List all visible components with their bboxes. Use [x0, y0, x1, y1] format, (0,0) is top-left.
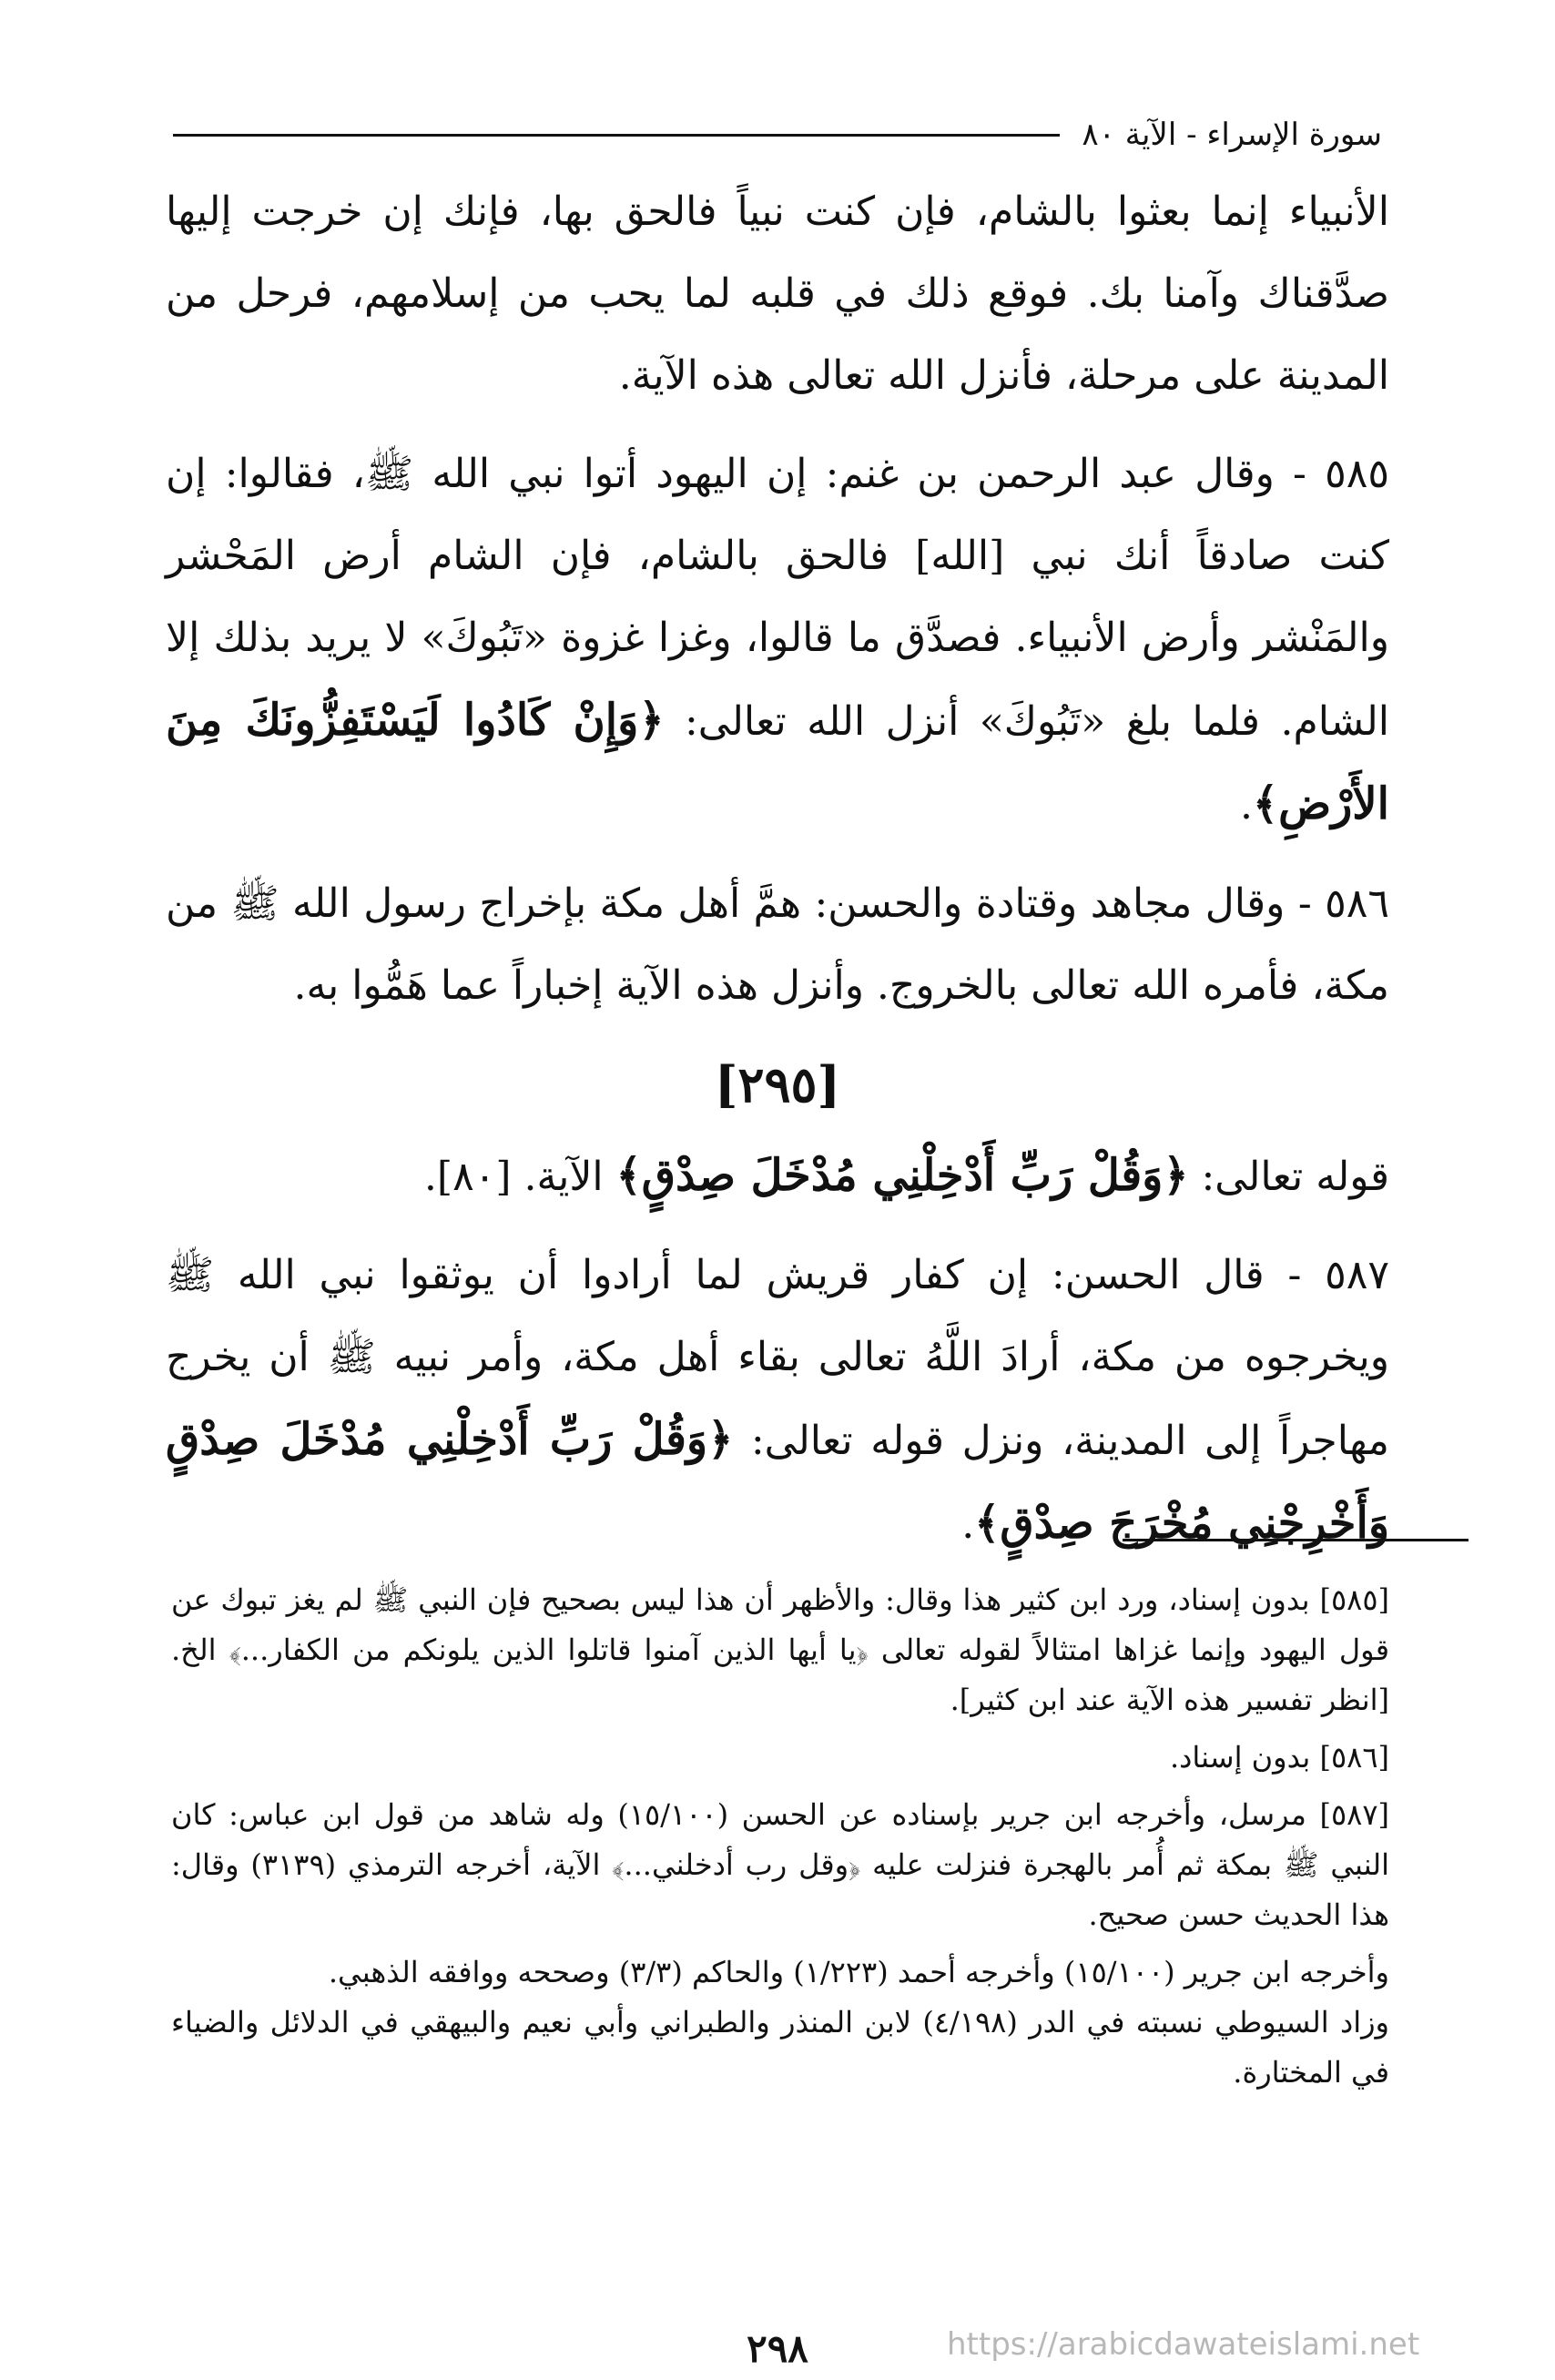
- footnotes: [171, 1575, 1389, 2098]
- verse-suffix: الآية. [٨٠].: [423, 1154, 604, 1200]
- paragraph-585: ٥٨٥ - وقال عبد الرحمن بن غنم: إن اليهود أتوا نبي الله ﷺ، فقالوا: إن كنت صادقاً أنك نبي [الله] فالحق بالشام، فإن الشام أرض المَحْشر والمَنْشر وأرض الأنبياء. فصدَّق ما قالوا، وغزا غزوة «تَبُوكَ» لا يريد بذلك إلا الشام. فلما بلغ «تَبُوكَ» أنزل الله تعالى: ﴿وَإِنْ كَادُوا لَيَسْتَفِزُّونَكَ مِنَ الأَرْضِ﴾.: [166, 451, 1389, 829]
- footnote-587: [٥٨٧] مرسل، وأخرجه ابن جرير بإسناده عن الحسن (١٥/١٠٠) وله شاهد من قول ابن عباس: كان النبي ﷺ بمكة ثم أُمر بالهجرة فنزلت عليه ﴿وقل رب أدخلني...﴾ الآية، أخرجه الترمذي (٣١٣٩) وقال: هذا الحديث حسن صحيح.: [171, 1797, 1390, 1932]
- page-header: [173, 107, 1382, 162]
- paragraph-587: ٥٨٧ - قال الحسن: إن كفار قريش لما أرادوا أن يوثقوا نبي الله ﷺ ويخرجوه من مكة، أرادَ اللَّهُ تعالى بقاء أهل مكة، وأمر نبيه ﷺ أن يخرج مهاجراً إلى المدينة، ونزل قوله تعالى: ﴿وَقُلْ رَبِّ أَدْخِلْنِي مُدْخَلَ صِدْقٍ وَأَخْرِجْنِي مُخْرَجَ صِدْقٍ﴾.: [166, 1252, 1389, 1549]
- footnote-587-continuation-2: وزاد السيوطي نسبته في الدر (٤/١٩٨) لابن المنذر والطبراني وأبي نعيم والبيهقي في الدلائل والضياء في المختارة.: [171, 2005, 1390, 2090]
- paragraph-586: ٥٨٦ - وقال مجاهد وقتادة والحسن: همَّ أهل مكة بإخراج رسول الله ﷺ من مكة، فأمره الله تعالى بالخروج. وأنزل هذه الآية إخباراً عما هَمُّوا به.: [166, 880, 1389, 1009]
- main-text: [166, 171, 1389, 1566]
- verse-intro: قوله تعالى:: [1201, 1154, 1389, 1200]
- verse-heading: [166, 1134, 1389, 1218]
- quran-ayah-587: ﴿وَقُلْ رَبِّ أَدْخِلْنِي مُدْخَلَ صِدْقٍ وَأَخْرِجْنِي مُخْرَجَ صِدْقٍ﴾: [166, 1414, 1389, 1549]
- paragraph-continuation: الأنبياء إنما بعثوا بالشام، فإن كنت نبياً فالحق بها، فإنك إن خرجت إليها صدَّقناك وآمنا بك. فوقع ذلك في قلبه لما يحب من إسلامهم، فرحل من المدينة على مرحلة، فأنزل الله تعالى هذه الآية.: [166, 188, 1389, 399]
- paragraph-585-text: ٥٨٥ - وقال عبد الرحمن بن غنم: إن اليهود أتوا نبي الله ﷺ، فقالوا: إن كنت صادقاً أنك نبي [الله] فالحق بالشام، فإن الشام أرض المَحْشر والمَنْشر وأرض الأنبياء. فصدَّق ما قالوا، وغزا غزوة «تَبُوكَ» لا يريد بذلك إلا الشام. فلما بلغ «تَبُوكَ» أنزل الله تعالى:: [166, 451, 1389, 745]
- header-rule: [173, 134, 1060, 137]
- footnote-586: [٥٨٦] بدون إسناد.: [1169, 1740, 1389, 1775]
- paragraph-587-text: ٥٨٧ - قال الحسن: إن كفار قريش لما أرادوا أن يوثقوا نبي الله ﷺ ويخرجوه من مكة، أرادَ اللَّهُ تعالى بقاء أهل مكة، وأمر نبيه ﷺ أن يخرج مهاجراً إلى المدينة، ونزل قوله تعالى:: [166, 1252, 1389, 1464]
- watermark: https://arabicdawateislami.net: [947, 2326, 1420, 2363]
- page-number: ٢٩٨: [747, 2326, 808, 2371]
- footnote-separator: [1123, 1539, 1469, 1541]
- running-head: سورة الإسراء - الآية ٨٠: [1082, 117, 1382, 153]
- footnote-585: [٥٨٥] بدون إسناد، ورد ابن كثير هذا وقال: والأظهر أن هذا ليس بصحيح فإن النبي ﷺ لم يغز تبوك عن قول اليهود وإنما غزاها امتثالاً لقوله تعالى ﴿يا أيها الذين آمنوا قاتلوا الذين يلونكم من الكفار...﴾ الخ. [انظر تفسير هذه الآية عند ابن كثير].: [171, 1582, 1390, 1717]
- section-number: [٢٩٥]: [714, 1055, 841, 1114]
- verse-ayah: ﴿وَقُلْ رَبِّ أَدْخِلْنِي مُدْخَلَ صِدْقٍ﴾: [615, 1150, 1189, 1201]
- quran-ayah-585: ﴿وَإِنْ كَادُوا لَيَسْتَفِزُّونَكَ مِنَ الأَرْضِ﴾: [166, 695, 1389, 829]
- footnote-587-continuation-1: وأخرجه ابن جرير (١٥/١٠٠) وأخرجه أحمد (١/٢٢٣) والحاكم (٣/٣) وصححه ووافقه الذهبي.: [328, 1955, 1389, 1989]
